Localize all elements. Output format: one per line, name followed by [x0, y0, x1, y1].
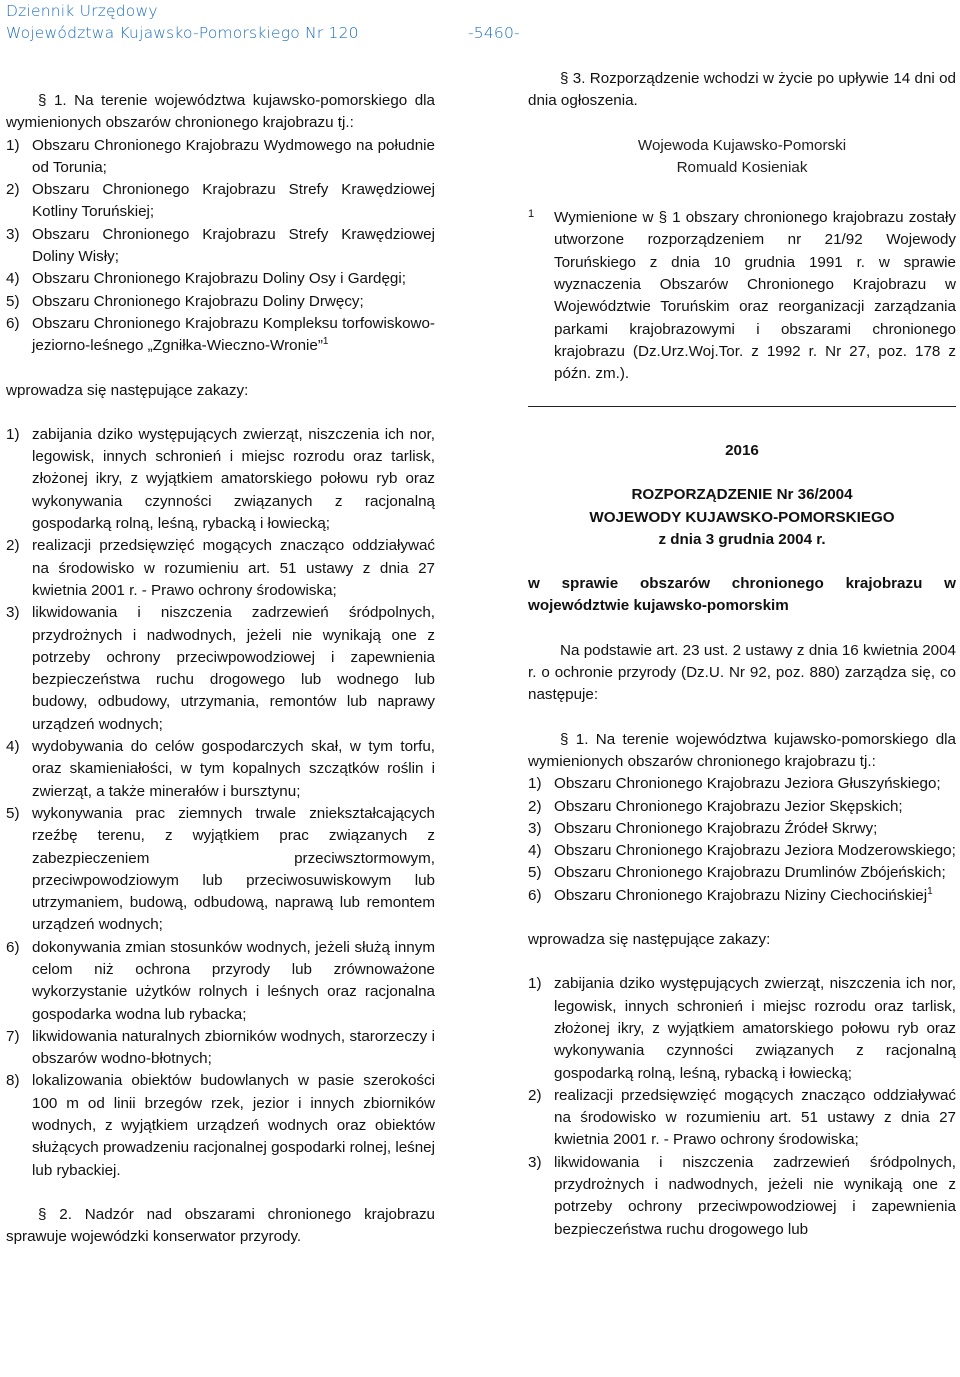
- legal-basis: Na podstawie art. 23 ust. 2 ustawy z dnia 16 kwietnia 2004 r. o ochronie przyrody (Dz.U. Nr 92, poz. 880) zarządza się, co następuje:: [528, 641, 956, 704]
- spacer: [528, 618, 956, 640]
- spacer: [528, 951, 956, 973]
- paragraph-1: § 1. Na terenie województwa kujawsko-pomorskiego dla wymienionych obszarów chronionego krajobrazu tj.:: [6, 92, 435, 132]
- footnote-ref: 1: [927, 885, 933, 897]
- list-item: 4) Obszaru Chronionego Krajobrazu Doliny Osy i Gardęgi;: [6, 270, 406, 288]
- spacer: [528, 462, 956, 484]
- regulation-date: z dnia 3 grudnia 2004 r.: [658, 530, 826, 548]
- list-item: 2) realizacji przedsięwzięć mogących znacząco oddziaływać na środowisko w rozumieniu art. 51 ustawy z dnia 27 kwietnia 2001 r. - Prawo ochrony środowiska;: [6, 537, 435, 599]
- paragraph-1: § 1. Na terenie województwa kujawsko-pomorskiego dla wymienionych obszarów chronionego krajobrazu tj.:: [528, 730, 956, 770]
- list-item: 7) likwidowania naturalnych zbiorników wodnych, starorzeczy i obszarów wodno-błotnych;: [6, 1027, 435, 1068]
- signatory-title: Wojewoda Kujawsko-Pomorski: [637, 136, 847, 154]
- section-divider: [528, 406, 956, 407]
- list-item: 5) wykonywania prac ziemnych trwale zniekształcających rzeźbę terenu, z wyjątkiem prac związanych z zabezpieczeniem przeciwsztormowym, przeciwpowodziowym lub przeciwosuwiskowym lub utrzymaniem, budową, odbudową, naprawą lub remontem urządzeń wodnych;: [6, 804, 435, 934]
- list-item: 8) lokalizowania obiektów budowlanych w pasie szerokości 100 m od linii brzegów rzek, jezior i innych zbiorników wodnych, z wyjątkiem urządzeń wodnych oraz obiektów służących prowadzeniu racjonalnej gospodarki rolnej, leśnej lub rybackiej.: [6, 1072, 435, 1179]
- list-item: 1) Obszaru Chronionego Krajobrazu Jeziora Głuszyńskiego;: [528, 775, 941, 793]
- spacer: [6, 358, 435, 380]
- bans-intro: wprowadza się następujące zakazy:: [6, 381, 249, 399]
- signatory-name: Romuald Kosieniak: [676, 158, 808, 176]
- bans-list: [528, 973, 956, 1241]
- regulation-issuer: WOJEWODY KUJAWSKO-POMORSKIEGO: [589, 508, 895, 526]
- paragraph-3: § 3. Rozporządzenie wchodzi w życie po upływie 14 dni od dnia ogłoszenia.: [528, 70, 956, 110]
- journal-subtitle: Województwa Kujawsko-Pomorskiego Nr 120: [6, 24, 359, 42]
- left-column: [6, 90, 435, 1249]
- list-item: 6) dokonywania zmian stosunków wodnych, jeżeli służą innym celom niż ochrona przyrody lub zrównoważone wykorzystanie użytków rolnych i leśnych oraz racjonalna gospodarka wodna lub rybacka;: [6, 938, 435, 1023]
- list-item: 2) Obszaru Chronionego Krajobrazu Strefy Krawędziowej Kotliny Toruńskiej;: [6, 181, 435, 221]
- area-list: [6, 135, 435, 358]
- list-item: 4) wydobywania do celów gospodarczych skał, w tym torfu, oraz skamieniałości, w tym kopalnych szczątków roślin i zwierząt, a także minerałów i bursztynu;: [6, 738, 435, 800]
- paragraph-2: § 2. Nadzór nad obszarami chronionego krajobrazu sprawuje wojewódzki konserwator przyrody.: [6, 1205, 435, 1246]
- footnote-mark: 1: [528, 208, 535, 221]
- spacer: [6, 402, 435, 424]
- list-item: 5) Obszaru Chronionego Krajobrazu Doliny Drwęcy;: [6, 292, 364, 310]
- spacer: [528, 179, 956, 207]
- spacer: [528, 707, 956, 729]
- footnote: [528, 207, 956, 385]
- journal-header: [6, 0, 520, 44]
- journal-title: Dziennik Urzędowy: [6, 2, 158, 20]
- area-list: [528, 773, 956, 907]
- list-item: 3) likwidowania i niszczenia zadrzewień śródpolnych, przydrożnych i nadwodnych, jeżeli nie wynikają one z potrzeby ochrony przeciwpowodziowej i zapewnienia bezpieczeństwa ruchu drogowego lub wodnego lub budowy, odbudowy, utrzymania, remontów lub naprawy urządzeń wodnych;: [6, 604, 435, 733]
- spacer: [528, 113, 956, 135]
- bans-intro: wprowadza się następujące zakazy:: [528, 931, 771, 949]
- list-item: 6) Obszaru Chronionego Krajobrazu Kompleksu torfowiskowo-jeziorno-leśnego „Zgniłka-Wieczno-Wronie”$^1$: [6, 314, 435, 355]
- regulation-title: ROZPORZĄDZENIE Nr 36/2004: [631, 486, 853, 504]
- spacer: [6, 1182, 435, 1204]
- list-item: 2) realizacji przedsięwzięć mogących znacząco oddziaływać na środowisko w rozumieniu art. 51 ustawy z dnia 27 kwietnia 2001 r. - Prawo ochrony środowiska;: [528, 1086, 956, 1149]
- list-item: 1) zabijania dziko występujących zwierząt, niszczenia ich nor, legowisk, innych schronień i miejsc rozrodu oraz tarlisk, złożonej ikry, z wyjątkiem amatorskiego połowu ryb oraz wykonywania czynności związanych z racjonalną gospodarką rolną, leśną, rybacką i łowiecką;: [528, 975, 956, 1082]
- footnote-ref: 1: [322, 336, 329, 348]
- spacer: [528, 907, 956, 929]
- bans-list: [6, 424, 435, 1182]
- list-item: 5) Obszaru Chronionego Krajobrazu Drumlinów Zbójeńskich;: [528, 864, 946, 882]
- list-item: 3) likwidowania i niszczenia zadrzewień śródpolnych, przydrożnych i nadwodnych, jeżeli nie wynikają one z potrzeby ochrony przeciwpowodziowej i zapewnienia bezpieczeństwa ruchu drogowego lub: [528, 1153, 956, 1238]
- spacer: [528, 551, 956, 573]
- regulation-subject: w sprawie obszarów chronionego krajobrazu w województwie kujawsko-pomorskim: [528, 575, 956, 615]
- footnote-text: Wymienione w § 1 obszary chronionego krajobrazu zostały utworzone rozporządzeniem nr 21/92 Wojewody Toruńskiego z dnia 10 grudnia 1991 r. w sprawie wyznaczenia Obszarów Chronionego Krajobrazu w Województwie Toruńskim oraz reorganizacji zarządzania parkami krajobrazowymi i obszarami chronionego krajobrazu (Dz.Urz.Woj.Tor. z 1992 r. Nr 27, poz. 178 z późn. zm.).: [554, 209, 956, 383]
- list-item: 1) zabijania dziko występujących zwierząt, niszczenia ich nor, legowisk, innych schronień i miejsc rozrodu oraz tarlisk, złożonej ikry, z wyjątkiem amatorskiego połowu ryb oraz wykonywania czynności związanych z racjonalną gospodarką rolną, leśną, rybacką i łowiecką;: [6, 425, 435, 533]
- list-item: 3) Obszaru Chronionego Krajobrazu Źródeł Skrwy;: [528, 819, 878, 837]
- item-number: 2016: [725, 442, 759, 459]
- list-item: 2) Obszaru Chronionego Krajobrazu Jezior Skępskich;: [528, 797, 903, 815]
- right-column: [528, 68, 956, 386]
- list-item: 3) Obszaru Chronionego Krajobrazu Strefy Krawędziowej Doliny Wisły;: [6, 225, 435, 266]
- regulation-2016: [528, 440, 956, 1241]
- list-item: 6) Obszaru Chronionego Krajobrazu Niziny Ciechocińskiej$^1$: [528, 885, 933, 904]
- list-item: 1) Obszaru Chronionego Krajobrazu Wydmowego na południe od Torunia;: [6, 136, 435, 176]
- page-number: -5460-: [468, 24, 520, 42]
- list-item: 4) Obszaru Chronionego Krajobrazu Jeziora Modzerowskiego;: [528, 842, 956, 860]
